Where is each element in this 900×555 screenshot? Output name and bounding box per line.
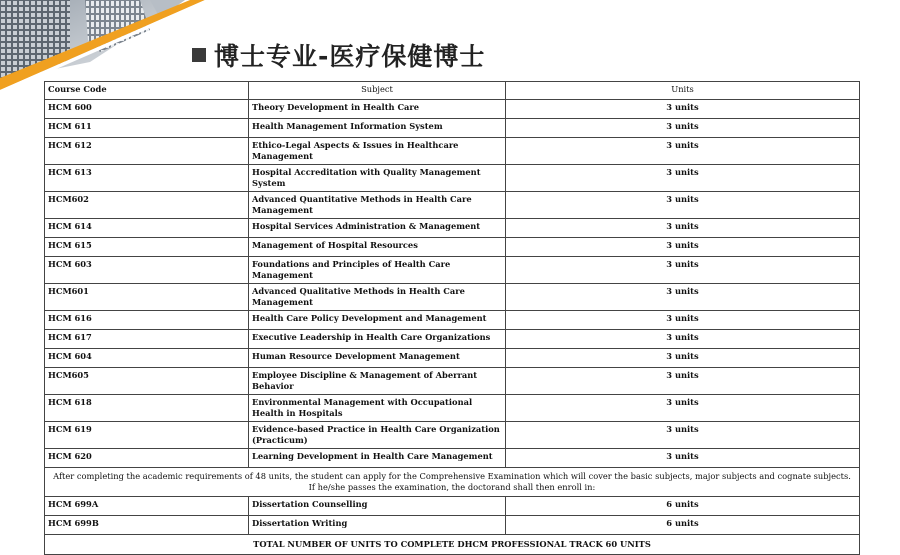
- header-course-code: Course Code: [45, 82, 249, 100]
- course-units: 3 units: [506, 138, 860, 165]
- table-row: [45, 192, 860, 219]
- course-subject: Dissertation Writing: [249, 516, 506, 535]
- table-row: [45, 311, 860, 330]
- course-code: HCM 611: [45, 119, 249, 138]
- course-subject: Dissertation Counselling: [249, 497, 506, 516]
- table-row: [45, 165, 860, 192]
- course-units: 3 units: [506, 219, 860, 238]
- course-units: 3 units: [506, 395, 860, 422]
- table-row: [45, 395, 860, 422]
- course-code: HCM 614: [45, 219, 249, 238]
- course-code: HCM 613: [45, 165, 249, 192]
- page-title: [192, 38, 485, 72]
- table-row: [45, 349, 860, 368]
- table-row: [45, 119, 860, 138]
- course-subject: Human Resource Development Management: [249, 349, 506, 368]
- course-units: 3 units: [506, 119, 860, 138]
- table-row: [45, 497, 860, 516]
- course-subject: Advanced Quantitative Methods in Health Care Management: [249, 192, 506, 219]
- table-row: [45, 238, 860, 257]
- course-units: 3 units: [506, 257, 860, 284]
- course-code: HCM 612: [45, 138, 249, 165]
- table-row: [45, 138, 860, 165]
- course-subject: Management of Hospital Resources: [249, 238, 506, 257]
- total-units-row: [45, 535, 860, 555]
- header-units: Units: [506, 82, 860, 100]
- course-subject: Advanced Qualitative Methods in Health Care Management: [249, 284, 506, 311]
- course-subject: Theory Development in Health Care: [249, 100, 506, 119]
- course-subject: Foundations and Principles of Health Care Management: [249, 257, 506, 284]
- course-subject: Health Care Policy Development and Management: [249, 311, 506, 330]
- course-units: 6 units: [506, 516, 860, 535]
- course-units: 3 units: [506, 349, 860, 368]
- comprehensive-exam-note-row: [45, 468, 860, 497]
- course-units: 3 units: [506, 449, 860, 468]
- course-units: 3 units: [506, 330, 860, 349]
- course-code: HCM 600: [45, 100, 249, 119]
- course-code: HCM602: [45, 192, 249, 219]
- course-code: HCM 699A: [45, 497, 249, 516]
- course-units: 6 units: [506, 497, 860, 516]
- course-units: 3 units: [506, 238, 860, 257]
- table-row: [45, 257, 860, 284]
- course-code: HCM 603: [45, 257, 249, 284]
- course-subject: Executive Leadership in Health Care Organizations: [249, 330, 506, 349]
- table-row: [45, 284, 860, 311]
- course-code: HCM605: [45, 368, 249, 395]
- comprehensive-exam-note: After completing the academic requirements of 48 units, the student can apply for the Comprehensive Examination which will cover the basic subjects, major subjects and cognate subjects. If he/she passes the examination, the doctorand shall then enroll in:: [45, 468, 860, 497]
- table-row: [45, 219, 860, 238]
- course-subject: Hospital Services Administration & Management: [249, 219, 506, 238]
- title-bullet-icon: [192, 48, 206, 62]
- header-subject: Subject: [249, 82, 506, 100]
- page-title-text: 博士专业-医疗保健博士: [214, 42, 486, 71]
- course-code: HCM 615: [45, 238, 249, 257]
- course-subject: Employee Discipline & Management of Aberrant Behavior: [249, 368, 506, 395]
- table-row: [45, 100, 860, 119]
- course-code: HCM 604: [45, 349, 249, 368]
- course-code: HCM 617: [45, 330, 249, 349]
- course-code: HCM 619: [45, 422, 249, 449]
- corner-building-graphic: [0, 0, 210, 90]
- course-subject: Environmental Management with Occupational Health in Hospitals: [249, 395, 506, 422]
- table-row: [45, 422, 860, 449]
- course-subject: Health Management Information System: [249, 119, 506, 138]
- course-subject: Hospital Accreditation with Quality Management System: [249, 165, 506, 192]
- table-row: [45, 449, 860, 468]
- table-row: [45, 330, 860, 349]
- course-code: HCM601: [45, 284, 249, 311]
- course-units: 3 units: [506, 368, 860, 395]
- course-code: HCM 620: [45, 449, 249, 468]
- table-row: [45, 516, 860, 535]
- course-code: HCM 699B: [45, 516, 249, 535]
- table-row: [45, 368, 860, 395]
- course-units: 3 units: [506, 311, 860, 330]
- course-table: [44, 81, 860, 555]
- course-subject: Ethico-Legal Aspects & Issues in Healthcare Management: [249, 138, 506, 165]
- course-units: 3 units: [506, 100, 860, 119]
- course-units: 3 units: [506, 165, 860, 192]
- course-units: 3 units: [506, 422, 860, 449]
- course-code: HCM 618: [45, 395, 249, 422]
- course-units: 3 units: [506, 284, 860, 311]
- course-units: 3 units: [506, 192, 860, 219]
- course-subject: Evidence-based Practice in Health Care Organization (Practicum): [249, 422, 506, 449]
- course-subject: Learning Development in Health Care Management: [249, 449, 506, 468]
- table-header-row: [45, 82, 860, 100]
- course-code: HCM 616: [45, 311, 249, 330]
- total-units-text: TOTAL NUMBER OF UNITS TO COMPLETE DHCM PROFESSIONAL TRACK 60 UNITS: [45, 535, 860, 555]
